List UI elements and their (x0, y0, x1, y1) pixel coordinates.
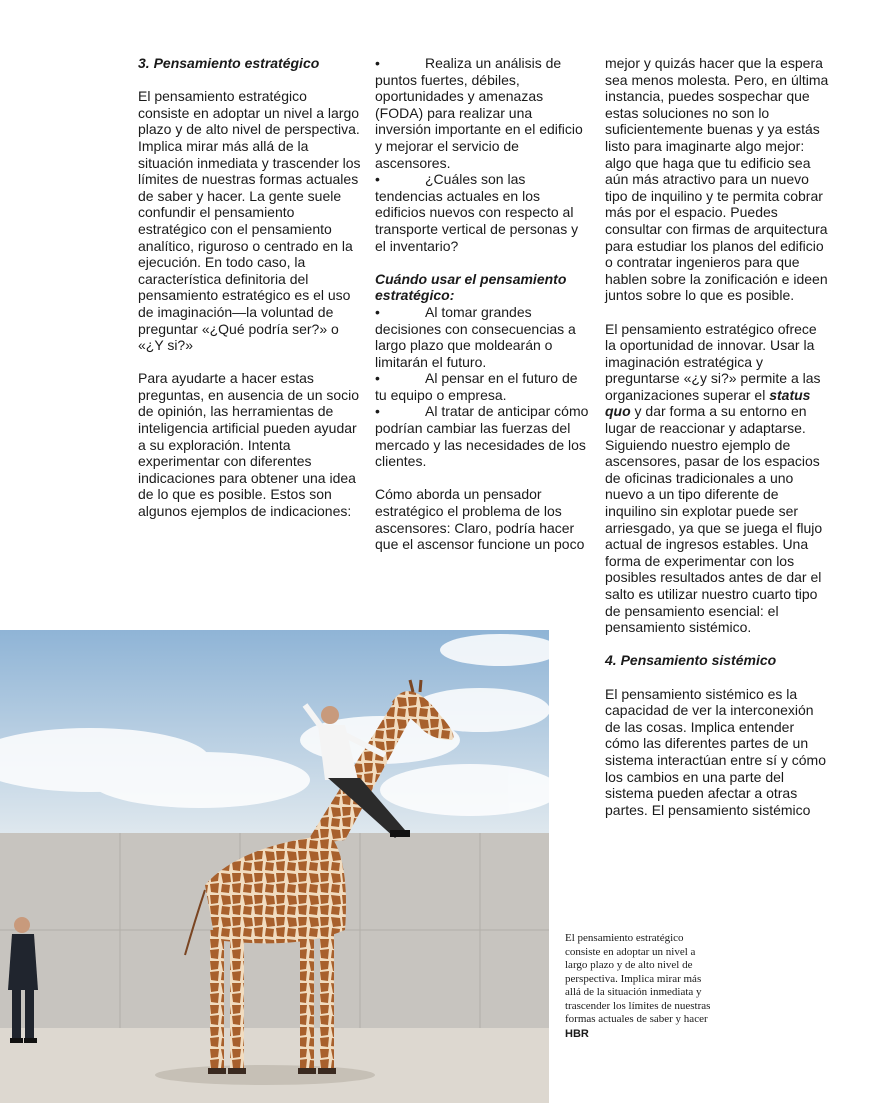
paragraph: El pensamiento estratégico consiste en adoptar un nivel a largo plazo y de alto nivel de perspectiva. Implica mirar más allá de la situación inmediata y trascender los límites de nuestras formas actuales de saber y hacer. La gente suele confundir el pensamiento estratégico con el pensamiento analítico, riguroso o centrado en la ejecución. En todo caso, la característica definitoria del pensamiento estratégico es el uso de imaginación—la voluntad de preguntar «¿Qué podría ser?» o «¿Y si?» (138, 88, 361, 354)
hbr-logo: HBR (565, 1028, 589, 1040)
paragraph: El pensamiento sistémico es la capacidad de ver la interconexión de las cosas. Implica entender cómo las diferentes partes de un sistema interactúan entre sí y cómo los cambios en una parte del sistema pueden afectar a otras partes. El pensamiento sistémico (605, 685, 826, 818)
bullet-icon: • (375, 403, 380, 420)
column-2 (375, 55, 590, 569)
list-item: • Realiza un análisis de puntos fuertes, débiles, oportunidades y amenazas (FODA) para realizar una inversión importante en el edificio y mejorar el servicio de ascensores. (375, 55, 583, 171)
paragraph: Para ayudarte a hacer estas preguntas, en ausencia de un socio de opinión, las herramientas de inteligencia artificial pueden ayudar a su exploración. Intenta experimentar con diferentes indicaciones para obtener una idea de lo que es posible. Estos son algunos ejemplos de indicaciones: (138, 370, 360, 520)
bullet-icon: • (375, 55, 380, 71)
column-3 (605, 55, 830, 835)
bullet-icon: • (375, 370, 380, 387)
list-item: • Al tratar de anticipar cómo podrían cambiar las fuerzas del mercado y las necesidades de los clientes. (375, 403, 589, 470)
when-to-use-list (375, 304, 590, 470)
section-heading-systemic: 4. Pensamiento sistémico (605, 652, 777, 669)
list-item: • Al pensar en el futuro de tu equipo o empresa. (375, 370, 578, 403)
column-1 (138, 55, 362, 536)
section-heading-strategic: 3. Pensamiento estratégico (138, 55, 320, 71)
paragraph: Cómo aborda un pensador estratégico el problema de los ascensores: Claro, podría hacer que el ascensor funcione un poco (375, 486, 585, 553)
emphasis-status-quo: status quo (605, 386, 811, 420)
giraffe-illustration (0, 630, 549, 1103)
prompt-examples-list (375, 55, 590, 254)
figure-caption: El pensamiento estratégico consiste en adoptar un nivel a largo plazo y de alto nivel de perspectiva. Implica mirar más allá de la situación inmediata y trascender los límites de nuestras formas actuales de saber y hacer (565, 932, 711, 1025)
bullet-icon: • (375, 303, 380, 320)
paragraph: mejor y quizás hacer que la espera sea menos molesta. Pero, en última instancia, puedes sospechar que estas soluciones no son lo suficientemente buenas y ya estás listo para imaginarte algo mejor: algo que haga que tu edificio sea aún más atractivo para un nuevo tipo de inquilino y te permita cobrar más por el espacio. Puedes consultar con firmas de arquitectura para estudiar los planos del edificio o contratar ingenieros para que hablen sobre la zonificación e ideen juntos sobre lo que es posible. (605, 55, 829, 304)
list-item: • ¿Cuáles son las tendencias actuales en los edificios nuevos con respecto al transporte vertical de personas y el inventario? (375, 171, 579, 254)
subheading-when-to-use: Cuándo usar el pensamiento estratégico: (375, 270, 567, 304)
paragraph: El pensamiento estratégico ofrece la oportunidad de innovar. Usar la imaginación estratégica y preguntarse «¿y si?» permite a las organizaciones superar el status quo y dar forma a su entorno en lugar de reaccionar y adaptarse. Siguiendo nuestro ejemplo de ascensores, pasar de los espacios de oficinas tradicionales a uno nuevo a un tipo diferente de inquilino sin explotar puede ser arriesgado, ya que se juega el flujo actual de ingresos estables. Una forma de experimentar con los posibles resultados antes de dar el salto es utilizar nuestro cuarto tipo de pensamiento esencial: el pensamiento sistémico. (605, 320, 823, 636)
bullet-icon: • (375, 171, 380, 188)
list-item: • Al tomar grandes decisiones con consecuencias a largo plazo que moldearán o limitarán el futuro. (375, 303, 576, 370)
